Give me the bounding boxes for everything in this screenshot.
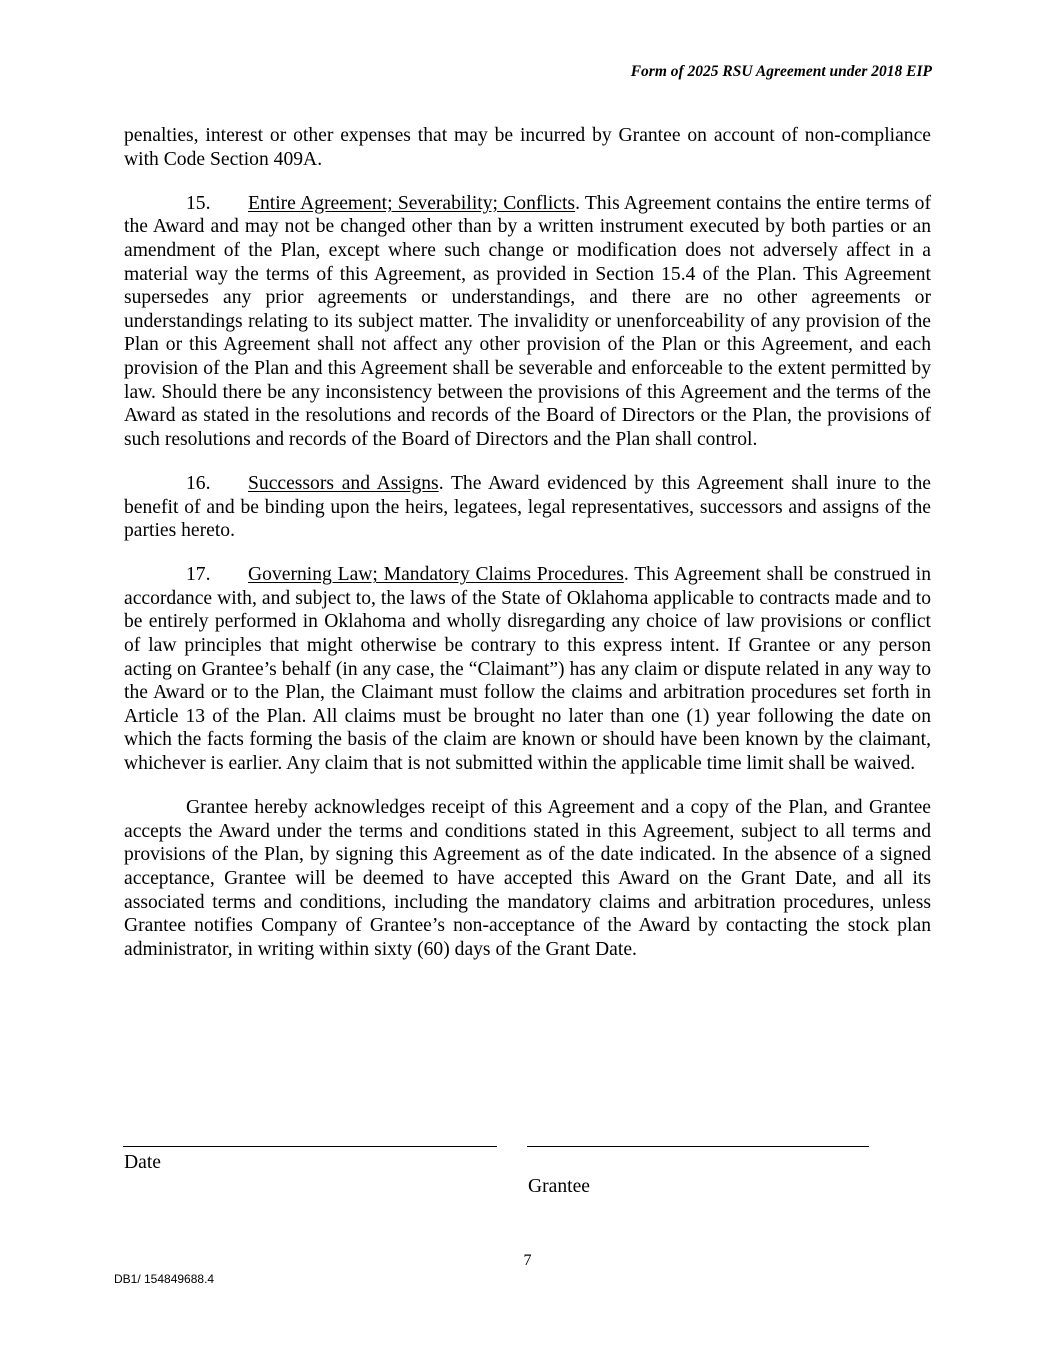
section-16-text: . The Award evidenced by this Agreement shall inure to the benefit of and be binding upon the heirs, legatees, legal representatives, successors and assigns of the parties hereto. xyxy=(124,472,931,542)
acknowledgment-paragraph: Grantee hereby acknowledges receipt of this Agreement and a copy of the Plan, and Grantee accepts the Award under the terms and conditions stated in this Agreement, subject to all terms and provisions of the Plan, by signing this Agreement as of the date indicated. In the absence of a signed acceptance, Grantee will be deemed to have accepted this Award on the Grant Date, and all its associated terms and conditions, including the mandatory claims and arbitration procedures, unless Grantee notifies Company of Grantee’s non-acceptance of the Award by contacting the stock plan administrator, in writing within sixty (60) days of the Grant Date. xyxy=(124,797,931,960)
section-16-paragraph xyxy=(124,472,931,543)
section-15-paragraph xyxy=(124,192,931,452)
grantee-signature-line xyxy=(527,1146,869,1147)
section-16-number: 16. xyxy=(186,472,211,494)
page-number: 7 xyxy=(523,1252,532,1269)
continuation-paragraph: penalties, interest or other expenses that may be incurred by Grantee on account of non-compliance with Code Section 409A. xyxy=(124,125,931,170)
grantee-label: Grantee xyxy=(528,1176,591,1197)
section-17-title: Governing Law; Mandatory Claims Procedures xyxy=(248,564,624,586)
section-15-title: Entire Agreement; Severability; Conflicts xyxy=(248,192,576,214)
section-17-number: 17. xyxy=(186,564,211,586)
section-17-text: . This Agreement shall be construed in accordance with, and subject to, the laws of the State of Oklahoma applicable to contracts made and to be entirely performed in Oklahoma and wholly disregarding any choice of law provisions or conflict of law principles that might otherwise be contrary to this express intent. If Grantee or any person acting on Grantee’s behalf (in any case, the “Claimant”) has any claim or dispute related in any way to the Award or to the Plan, the Claimant must follow the claims and arbitration procedures set forth in Article 13 of the Plan. All claims must be brought no later than one (1) year following the date on which the facts forming the basis of the claim are known or should have been known by the claimant, whichever is earlier. Any claim that is not submitted within the applicable time limit shall be waived. xyxy=(124,564,931,775)
date-label: Date xyxy=(124,1152,161,1173)
date-signature-line xyxy=(123,1146,497,1147)
section-17-paragraph xyxy=(124,563,931,775)
section-16-title: Successors and Assigns xyxy=(248,472,439,494)
section-15-number: 15. xyxy=(186,192,211,214)
document-body xyxy=(124,124,931,982)
document-id: DB1/ 154849688.4 xyxy=(114,1272,215,1286)
document-header-title: Form of 2025 RSU Agreement under 2018 EIP xyxy=(630,63,932,80)
section-15-text: . This Agreement contains the entire terms of the Award and may not be changed other than by a written instrument executed by both parties or an amendment of the Plan, except where such change or modification does not adversely affect in a material way the terms of this Agreement, as provided in Section 15.4 of the Plan. This Agreement supersedes any prior agreements or understandings, and there are no other agreements or understandings relating to its subject matter. The invalidity or unenforceability of any provision of the Plan or this Agreement shall not affect any other provision of the Plan or this Agreement, and each provision of the Plan and this Agreement shall be severable and enforceable to the extent permitted by law. Should there be any inconsistency between the provisions of this Agreement and the terms of the Award as stated in the resolutions and records of the Board of Directors or the Plan, the provisions of such resolutions and records of the Board of Directors and the Plan shall control. xyxy=(124,192,931,450)
